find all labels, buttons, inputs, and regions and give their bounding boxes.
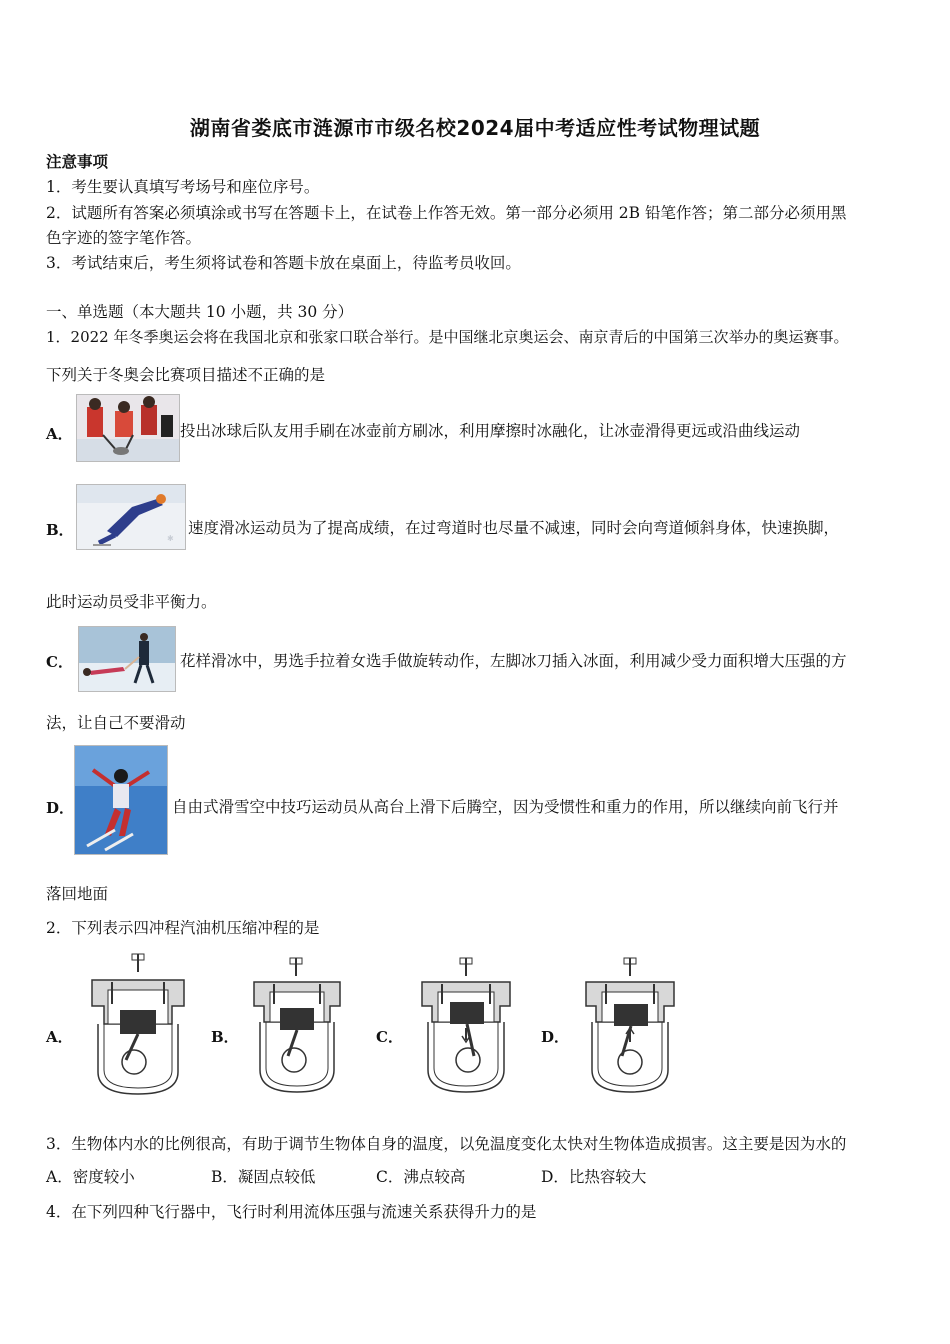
q1-option-d-text: 自由式滑雪空中技巧运动员从高台上滑下后腾空，因为受惯性和重力的作用，所以继续向前飞行并	[172, 798, 839, 816]
notice-item: 1．考生要认真填写考场号和座位序号。	[46, 178, 320, 196]
engine-diagram-a	[78, 952, 198, 1102]
q3-option-d: D．比热容较大	[541, 1168, 647, 1186]
q4-stem: 4．在下列四种飞行器中，飞行时利用流体压强与流速关系获得升力的是	[46, 1203, 537, 1221]
q1-option-c-text: 法，让自己不要滑动	[46, 714, 186, 732]
q2-option-d-label: D．	[541, 1028, 570, 1046]
q3-option-c: C．沸点较高	[376, 1168, 466, 1186]
q1-option-c-text: 花样滑冰中，男选手拉着女选手做旋转动作，左脚冰刀插入冰面，利用减少受力面积增大压强的方	[180, 652, 847, 670]
q1-stem: 下列关于冬奥会比赛项目描述不正确的是	[46, 366, 326, 384]
q3-stem: 3．生物体内水的比例很高，有助于调节生物体自身的温度，以免温度变化太快对生物体造成损害。这主要是因为水的	[46, 1135, 847, 1153]
q2-option-c-label: C．	[376, 1028, 403, 1046]
q1-option-b-text: 此时运动员受非平衡力。	[46, 593, 217, 611]
aerial-skiing-photo	[74, 745, 168, 855]
q3-option-a: A．密度较小	[46, 1168, 135, 1186]
q1-option-b-text: 速度滑冰运动员为了提高成绩，在过弯道时也尽量不减速，同时会向弯道倾斜身体，快速换脚，	[188, 519, 840, 537]
q2-option-a-label: A．	[46, 1028, 73, 1046]
q1-option-a-label: A．	[46, 425, 73, 443]
q3-option-b: B．凝固点较低	[211, 1168, 316, 1186]
svg-text:✱: ✱	[167, 534, 174, 543]
notice-item: 2．试题所有答案必须填涂或书写在答题卡上，在试卷上作答无效。第一部分必须用 2B 铅笔作答；第二部分必须用黑	[46, 204, 847, 222]
notice-item: 色字迹的签字笔作答。	[46, 229, 202, 247]
engine-diagram-b	[244, 952, 354, 1102]
q1-option-c-label: C．	[46, 653, 73, 671]
engine-diagram-c	[412, 952, 522, 1102]
notice-heading: 注意事项	[46, 152, 109, 171]
q1-option-d-text: 落回地面	[46, 885, 109, 903]
section-heading: 一、单选题（本大题共 10 小题，共 30 分）	[46, 303, 354, 321]
q2-option-b-label: B．	[211, 1028, 239, 1046]
q1-option-b-label: B．	[46, 521, 74, 539]
notice-item: 3．考试结束后，考生须将试卷和答题卡放在桌面上，待监考员收回。	[46, 254, 521, 272]
q1-stem: 1．2022 年冬季奥运会将在我国北京和张家口联合举行。是中国继北京奥运会、南京青后的中国第三次举办的奥运赛事。	[46, 328, 849, 346]
engine-diagram-d	[576, 952, 686, 1102]
page-title: 湖南省娄底市涟源市市级名校2024届中考适应性考试物理试题	[189, 116, 761, 140]
figure-skating-photo	[78, 626, 176, 692]
curling-photo	[76, 394, 180, 462]
q1-option-d-label: D．	[46, 799, 75, 817]
q2-stem: 2．下列表示四冲程汽油机压缩冲程的是	[46, 919, 320, 937]
q1-option-a-text: 投出冰球后队友用手刷在冰壶前方刷冰，利用摩擦时冰融化，让冰壶滑得更远或沿曲线运动	[180, 422, 801, 440]
speed-skating-photo	[76, 484, 186, 550]
